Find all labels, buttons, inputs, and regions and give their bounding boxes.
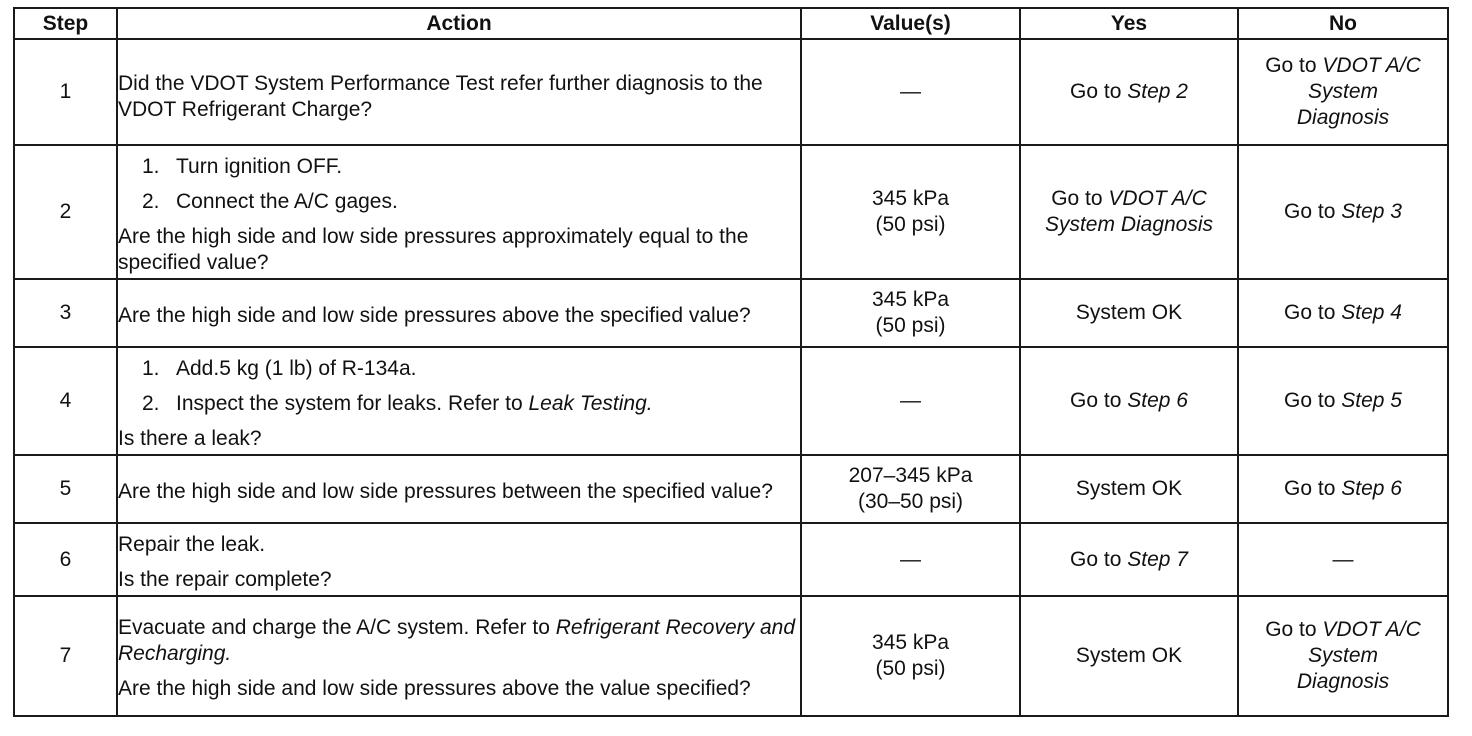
action-question: Did the VDOT System Performance Test refer further diagnosis to the VDOT Refrigerant Charge? (118, 72, 763, 121)
no-cell (1238, 455, 1448, 523)
value-cell: — (801, 523, 1020, 596)
value-psi: (50 psi) (875, 657, 946, 680)
header-row (14, 8, 1448, 39)
action-text (118, 615, 800, 667)
table-row-step-7 (14, 596, 1448, 716)
action-item (118, 154, 800, 180)
value-psi: (30–50 psi) (857, 490, 964, 513)
yes-prefix: Go to (1070, 547, 1128, 571)
value-kpa: 207–345 kPa (848, 464, 973, 487)
item-number: 1. (142, 155, 160, 178)
leak-testing-link[interactable]: Leak Testing. (528, 392, 653, 415)
yes-step-link[interactable]: Step 2 (1127, 80, 1188, 103)
item-text: Inspect the system for leaks. Refer to (176, 392, 529, 415)
header-step: Step (14, 8, 117, 39)
action-cell (117, 455, 801, 523)
yes-cell: System OK (1020, 279, 1238, 347)
action-item (118, 356, 800, 382)
step-number: 1 (14, 39, 117, 145)
value-cell (801, 279, 1020, 347)
no-step-link[interactable]: Step 6 (1341, 477, 1402, 500)
no-diagnosis-link[interactable]: VDOT A/C System Diagnosis (1296, 54, 1421, 129)
yes-prefix: Go to (1070, 80, 1128, 103)
yes-step-link[interactable]: Step 6 (1127, 389, 1188, 412)
action-cell (117, 145, 801, 279)
value-psi: (50 psi) (875, 213, 946, 236)
value-kpa: 345 kPa (871, 288, 950, 311)
no-prefix: Go to (1265, 54, 1323, 77)
value-cell (801, 455, 1020, 523)
no-cell (1238, 347, 1448, 455)
value-cell (801, 596, 1020, 716)
action-text: Repair the leak. (118, 533, 266, 556)
yes-prefix: Go to (1070, 389, 1128, 412)
no-prefix: Go to (1265, 618, 1323, 641)
action-question: Are the high side and low side pressures above the specified value? (118, 304, 751, 327)
header-values: Value(s) (801, 8, 1020, 39)
header-action: Action (117, 8, 801, 39)
action-cell (117, 279, 801, 347)
no-step-link[interactable]: Step 4 (1341, 301, 1402, 324)
action-cell (117, 39, 801, 145)
value-kpa: 345 kPa (871, 631, 950, 654)
action-item (118, 391, 800, 417)
no-step-link[interactable]: Step 5 (1341, 389, 1402, 412)
item-number: 2. (142, 392, 160, 415)
no-cell (1238, 39, 1448, 145)
yes-step-link[interactable]: Step 7 (1127, 547, 1188, 571)
table-row-step-1 (14, 39, 1448, 145)
table-row-step-6 (14, 523, 1448, 596)
action-question: Are the high side and low side pressures approximately equal to the specified value? (118, 225, 749, 274)
action-cell (117, 523, 801, 596)
header-no: No (1238, 8, 1448, 39)
action-question: Is the repair complete? (118, 568, 332, 591)
yes-cell: System OK (1020, 455, 1238, 523)
step-number: 3 (14, 279, 117, 347)
no-prefix: Go to (1284, 301, 1342, 324)
action-text-prefix: Evacuate and charge the A/C system. Refer to (118, 615, 556, 639)
value-cell: — (801, 39, 1020, 145)
no-prefix: Go to (1284, 389, 1342, 412)
table-row-step-5 (14, 455, 1448, 523)
yes-cell: System OK (1020, 596, 1238, 716)
yes-cell (1020, 523, 1238, 596)
step-number: 6 (14, 523, 117, 596)
no-cell (1238, 596, 1448, 716)
item-number: 1. (142, 357, 160, 380)
table-row-step-3 (14, 279, 1448, 347)
value-cell: — (801, 347, 1020, 455)
no-cell (1238, 145, 1448, 279)
diagnostic-table (13, 7, 1449, 717)
no-cell: — (1238, 523, 1448, 596)
yes-prefix: Go to (1051, 187, 1109, 210)
action-question: Is there a leak? (118, 427, 262, 450)
item-text: Add.5 kg (1 lb) of R-134a. (176, 357, 417, 380)
action-cell (117, 347, 801, 455)
value-cell (801, 145, 1020, 279)
no-diagnosis-link[interactable]: VDOT A/C System Diagnosis (1296, 618, 1421, 693)
no-cell (1238, 279, 1448, 347)
yes-cell (1020, 347, 1238, 455)
yes-diagnosis-link[interactable]: VDOT A/C System Diagnosis (1044, 187, 1214, 236)
yes-cell (1020, 145, 1238, 279)
table-row-step-4 (14, 347, 1448, 455)
item-text: Connect the A/C gages. (176, 190, 398, 213)
table-row-step-2 (14, 145, 1448, 279)
action-cell (117, 596, 801, 716)
action-item (118, 189, 800, 215)
no-step-link[interactable]: Step 3 (1341, 200, 1402, 223)
item-text: Turn ignition OFF. (176, 155, 343, 178)
step-number: 5 (14, 455, 117, 523)
yes-cell (1020, 39, 1238, 145)
refrigerant-recovery-link[interactable]: Refrigerant Recovery and Recharging. (118, 615, 796, 665)
action-question: Are the high side and low side pressures between the specified value? (118, 480, 773, 503)
value-psi: (50 psi) (875, 314, 946, 337)
action-question: Are the high side and low side pressures above the value specified? (118, 676, 751, 700)
value-kpa: 345 kPa (871, 187, 950, 210)
no-prefix: Go to (1284, 477, 1342, 500)
item-number: 2. (142, 190, 160, 213)
header-yes: Yes (1020, 8, 1238, 39)
no-prefix: Go to (1284, 200, 1342, 223)
step-number: 7 (14, 596, 117, 716)
step-number: 2 (14, 145, 117, 279)
step-number: 4 (14, 347, 117, 455)
